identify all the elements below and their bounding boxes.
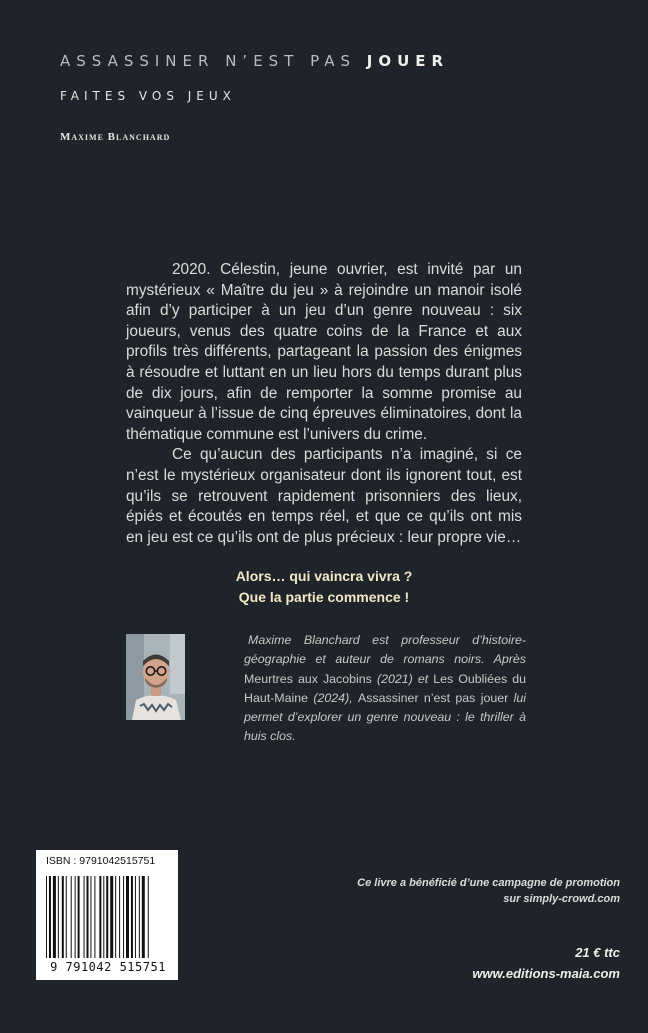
author-portrait-icon xyxy=(126,634,185,720)
barcode-bar xyxy=(53,876,56,958)
barcode-bar xyxy=(142,876,145,958)
barcode-bar xyxy=(62,876,64,958)
barcode-bar xyxy=(75,876,76,958)
barcode-bar xyxy=(46,876,47,958)
barcode-icon xyxy=(44,874,172,960)
bio-book-1: Meurtres aux Jacobins xyxy=(244,671,372,686)
barcode-bar xyxy=(84,876,85,958)
bio-text-2: lui permet d’explorer un genre nouveau : le thriller à huis clos. xyxy=(244,690,526,744)
book-subtitle: FAITES VOS JEUX xyxy=(60,89,236,103)
blurb-paragraph-1: 2020. Célestin, jeune ouvrier, est invité par un mystérieux « Maître du jeu » à rejoindre un manoir isolé afin d’y participer à un jeu d’un genre nouveau : six joueurs, venus des quatre coins de la France et aux profils très différents, partageant la passion des énigmes à résoudre et luttant en un lieu hors du temps durant plus de dix jours, afin de remporter la somme promise au vainqueur à l’issue de cinq épreuves éliminatoires, dont la thématique commune est l’univers du crime. xyxy=(126,261,522,443)
barcode-bar xyxy=(87,876,89,958)
bio-text-1: Maxime Blanchard est professeur d’histoire-géographie et auteur de romans noirs. Après xyxy=(244,633,526,667)
barcode-panel xyxy=(36,850,178,980)
isbn-label: ISBN : 9791042515751 xyxy=(46,855,156,867)
barcode-bar xyxy=(106,876,108,958)
author-name: Maxime Blanchard xyxy=(60,131,171,143)
book-title-emphasis: JOUER xyxy=(366,52,450,70)
promo-line-1: Ce livre a bénéficié d’une campagne de promotion xyxy=(357,877,620,889)
barcode-bar xyxy=(49,876,51,958)
barcode-bar xyxy=(99,876,101,958)
tagline-line-2: Que la partie commence ! xyxy=(238,589,410,605)
bio-book-2: Les Oubliées du Haut-Maine xyxy=(244,671,526,705)
tagline xyxy=(126,566,522,608)
barcode-bar xyxy=(115,876,116,958)
barcode-bar xyxy=(131,876,133,958)
barcode-bar xyxy=(135,876,136,958)
tagline-line-1: Alors… qui vaincra vivra ? xyxy=(235,568,413,584)
blurb-paragraph-2: Ce qu’aucun des participants n’a imaginé, si ce n’est le mystérieux organisateur dont ils ignorent tout, est qu’ils se retrouvent rapidement prisonniers des lieux, épiés et écoutés en temps réel, et que ce qu’ils ont mis en jeu est ce qu’ils ont de plus précieux : leur propre vie… xyxy=(126,446,522,546)
bio-book-3: Assassiner n’est pas jouer xyxy=(357,690,509,705)
barcode-bar xyxy=(126,876,129,958)
barcode-bar xyxy=(148,876,149,958)
promo-line-2: sur simply-crowd.com xyxy=(503,893,620,905)
bio-year-2: (2024), xyxy=(308,690,358,705)
publisher-website[interactable]: www.editions-maia.com xyxy=(472,966,620,981)
barcode-bar xyxy=(119,876,120,958)
author-bio xyxy=(244,631,526,747)
barcode-bar xyxy=(103,876,104,958)
barcode-bar xyxy=(94,876,95,958)
barcode-bar xyxy=(123,876,124,958)
barcode-bar xyxy=(90,876,91,958)
blurb-text xyxy=(126,260,522,548)
price: 21 € ttc xyxy=(575,945,620,960)
promo-note xyxy=(320,875,620,907)
barcode-bar xyxy=(58,876,59,958)
barcode-bar xyxy=(110,876,113,958)
barcode-bar xyxy=(66,876,67,958)
barcode-bar xyxy=(78,876,80,958)
barcode-bar xyxy=(139,876,140,958)
bio-year-1: (2021) et xyxy=(371,671,434,686)
book-title-main: ASSASSINER N’EST PAS xyxy=(60,52,367,70)
barcode-digits: 9 791042 515751 xyxy=(50,960,166,974)
barcode-bar xyxy=(71,876,72,958)
book-title xyxy=(60,52,449,70)
